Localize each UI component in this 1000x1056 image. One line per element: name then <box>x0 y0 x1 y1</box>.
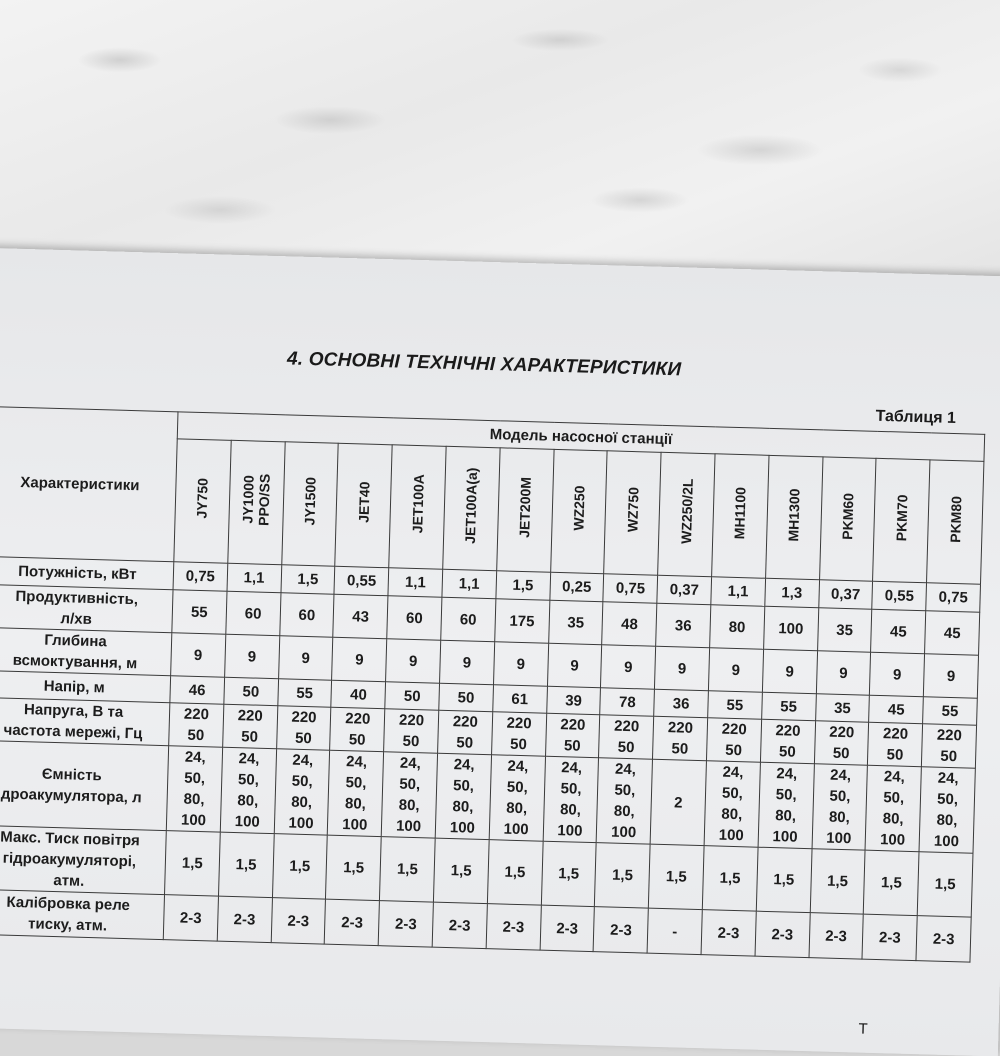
model-name: JY1000 PPO/SS <box>239 473 273 527</box>
table-cell: 45 <box>869 695 924 723</box>
wall-background <box>0 0 1000 290</box>
row-label: Ємність дроакумулятора, л <box>0 740 169 830</box>
row-label: Напруга, В та частота мережі, Гц <box>0 697 170 745</box>
table-cell: 24, 50, 80, 100 <box>435 753 491 839</box>
table-cell: 220 50 <box>760 719 815 763</box>
model-name: MH1300 <box>785 487 803 542</box>
table-cell: 2-3 <box>163 895 218 941</box>
model-name: WZ250/2L <box>677 478 696 545</box>
table-cell: 0,75 <box>603 574 658 603</box>
table-cell: 1,5 <box>648 844 704 909</box>
table-cell: 55 <box>708 691 763 719</box>
table-cell: 43 <box>333 594 388 638</box>
table-cell: 0,75 <box>173 562 228 591</box>
table-cell: 2-3 <box>325 899 380 945</box>
model-header-cell <box>496 448 553 572</box>
table-cell: 9 <box>601 645 656 689</box>
table-cell: 220 50 <box>169 703 224 747</box>
table-cell: 100 <box>763 606 818 650</box>
table-label: Таблиця 1 <box>875 407 957 428</box>
table-cell: 9 <box>493 642 548 686</box>
table-cell: 46 <box>170 676 225 704</box>
table-cell: 36 <box>656 603 711 647</box>
table-cell: 9 <box>762 649 817 693</box>
table-cell: 39 <box>546 686 601 714</box>
table-cell: 1,5 <box>281 565 336 594</box>
table-cell: 35 <box>548 600 603 644</box>
row-label: Макс. Тиск повітря гідроакумуляторі, атм. <box>0 825 166 894</box>
table-cell: 55 <box>172 590 227 634</box>
table-cell: - <box>647 908 702 954</box>
table-cell: 1,5 <box>272 834 328 899</box>
table-cell: 24, 50, 80, 100 <box>919 767 975 853</box>
characteristics-header: Характеристики <box>0 406 178 561</box>
table-cell: 2-3 <box>916 916 971 962</box>
table-cell: 45 <box>871 609 926 653</box>
model-header-cell <box>927 460 984 584</box>
model-name: JET40 <box>355 481 373 524</box>
table-cell: 24, 50, 80, 100 <box>328 750 384 836</box>
table-cell: 78 <box>600 688 655 716</box>
table-cell: 2-3 <box>540 905 595 951</box>
table-cell: 0,55 <box>334 566 389 595</box>
model-name: PKM60 <box>839 492 857 540</box>
document-title: 4. ОСНОВНІ ТЕХНІЧНІ ХАРАКТЕРИСТИКИ <box>286 348 682 381</box>
row-label: Напір, м <box>0 670 171 702</box>
model-header-cell <box>658 452 715 576</box>
model-name: WZ250 <box>570 485 588 532</box>
table-cell: 1,5 <box>380 837 436 902</box>
table-cell: 1,3 <box>765 578 820 607</box>
table-cell: 2-3 <box>217 896 272 942</box>
table-cell: 24, 50, 80, 100 <box>274 749 330 835</box>
table-cell: 9 <box>332 637 387 681</box>
model-name: JET100A <box>408 474 427 534</box>
table-cell: 1,5 <box>541 841 597 906</box>
page-footer-fragment: Т <box>858 1020 868 1038</box>
model-name: PKM80 <box>946 495 965 543</box>
table-cell: 60 <box>279 593 334 637</box>
table-cell: 220 50 <box>653 716 708 760</box>
table-cell: 9 <box>278 636 333 680</box>
table-cell: 60 <box>226 591 281 635</box>
table-cell: 220 50 <box>491 712 546 756</box>
table-cell: 24, 50, 80, 100 <box>865 765 921 851</box>
table-cell: 9 <box>440 640 495 684</box>
model-header-cell <box>443 446 500 570</box>
table-cell: 80 <box>710 605 765 649</box>
table-cell: 220 50 <box>545 713 600 757</box>
table-cell: 24, 50, 80, 100 <box>704 761 760 847</box>
model-name: JY750 <box>193 477 212 519</box>
model-header-cell <box>765 455 822 579</box>
table-cell: 60 <box>441 597 496 641</box>
table-cell: 1,1 <box>711 577 766 606</box>
table-cell: 1,5 <box>756 847 812 912</box>
table-cell: 0,37 <box>657 575 712 604</box>
table-cell: 24, 50, 80, 100 <box>489 755 545 841</box>
table-cell: 24, 50, 80, 100 <box>220 747 276 833</box>
table-cell: 50 <box>385 682 440 710</box>
table-cell: 35 <box>815 694 870 722</box>
table-cell: 1,1 <box>227 563 282 592</box>
row-label: Продуктивність, л/хв <box>0 584 173 632</box>
model-name: JY1500 <box>301 476 319 526</box>
table-cell: 50 <box>439 683 494 711</box>
table-cell: 1,5 <box>595 843 651 908</box>
table-cell: 9 <box>816 651 871 695</box>
table-cell: 2 <box>650 759 706 845</box>
table-cell: 9 <box>224 634 279 678</box>
table-cell: 1,5 <box>218 832 274 897</box>
table-cell: 2-3 <box>378 901 433 947</box>
table-cell: 2-3 <box>755 911 810 957</box>
table-cell: 1,5 <box>864 850 920 915</box>
table-cell: 1,5 <box>702 846 758 911</box>
model-name: WZ750 <box>624 487 642 533</box>
table-cell: 220 50 <box>922 724 977 768</box>
table-cell: 24, 50, 80, 100 <box>543 756 599 842</box>
table-cell: 2-3 <box>271 898 326 944</box>
model-header-cell <box>873 458 930 582</box>
model-header-cell <box>281 442 338 566</box>
table-cell: 220 50 <box>706 718 761 762</box>
table-cell: 9 <box>386 639 441 683</box>
table-cell: 2-3 <box>593 907 648 953</box>
table-cell: 55 <box>761 692 816 720</box>
table-cell: 40 <box>331 680 386 708</box>
model-header-cell <box>228 440 285 564</box>
table-cell: 0,37 <box>818 580 873 609</box>
spec-table <box>0 406 985 963</box>
table-cell: 220 50 <box>438 710 493 754</box>
table-cell: 220 50 <box>222 704 277 748</box>
model-header-cell <box>335 443 392 567</box>
row-label: Потужність, кВт <box>0 556 174 589</box>
table-cell: 1,5 <box>326 835 382 900</box>
table-cell: 2-3 <box>809 913 864 959</box>
table-cell: 1,1 <box>442 569 497 598</box>
table-cell: 9 <box>870 652 925 696</box>
model-header-cell <box>712 454 769 578</box>
table-cell: 0,55 <box>872 581 927 610</box>
table-cell: 24, 50, 80, 100 <box>758 762 814 848</box>
table-cell: 220 50 <box>384 709 439 753</box>
table-cell: 1,5 <box>810 849 866 914</box>
table-cell: 1,5 <box>165 831 221 896</box>
table-cell: 220 50 <box>868 722 923 766</box>
table-cell: 9 <box>708 648 763 692</box>
table-cell: 220 50 <box>814 721 869 765</box>
model-name: PKM70 <box>892 493 911 542</box>
table-cell: 50 <box>224 677 279 705</box>
table-cell: 1,1 <box>388 568 443 597</box>
table-cell: 45 <box>925 611 980 655</box>
table-cell: 55 <box>277 679 332 707</box>
model-header-cell <box>174 439 231 563</box>
document-page <box>0 248 1000 1056</box>
model-name: MH1100 <box>731 486 749 540</box>
table-cell: 2-3 <box>862 914 917 960</box>
model-name: JET200M <box>516 476 534 538</box>
table-cell: 0,25 <box>549 572 604 601</box>
table-cell: 220 50 <box>599 715 654 759</box>
row-label: Глибина всмоктування, м <box>0 627 172 675</box>
table-cell: 2-3 <box>432 902 487 948</box>
model-header-cell <box>819 457 876 581</box>
table-cell: 55 <box>923 697 978 725</box>
table-cell: 2-3 <box>486 904 541 950</box>
table-cell: 9 <box>655 646 710 690</box>
model-group-header: Модель насосної станції <box>177 412 984 462</box>
table-cell: 24, 50, 80, 100 <box>166 746 222 832</box>
model-header-cell <box>550 449 607 573</box>
table-cell: 24, 50, 80, 100 <box>381 752 437 838</box>
model-name: JET100A(a) <box>462 467 481 544</box>
table-cell: 1,5 <box>487 840 543 905</box>
table-cell: 1,5 <box>917 852 973 917</box>
table-cell: 24, 50, 80, 100 <box>812 764 868 850</box>
table-cell: 220 50 <box>276 706 331 750</box>
model-header-cell <box>604 451 661 575</box>
table-cell: 48 <box>602 602 657 646</box>
table-cell: 1,5 <box>433 838 489 903</box>
model-header-cell <box>389 445 446 569</box>
table-cell: 1,5 <box>496 571 551 600</box>
table-cell: 175 <box>494 599 549 643</box>
table-cell: 35 <box>817 608 872 652</box>
table-cell: 2-3 <box>701 910 756 956</box>
table-cell: 61 <box>493 685 548 713</box>
table-cell: 0,75 <box>926 583 981 612</box>
row-label: Калібровка реле тиску, атм. <box>0 889 165 939</box>
table-cell: 9 <box>547 643 602 687</box>
table-cell: 36 <box>654 689 709 717</box>
table-cell: 9 <box>171 633 226 677</box>
table-cell: 60 <box>387 596 442 640</box>
table-cell: 9 <box>923 654 978 698</box>
table-cell: 24, 50, 80, 100 <box>597 758 653 844</box>
table-cell: 220 50 <box>330 707 385 751</box>
